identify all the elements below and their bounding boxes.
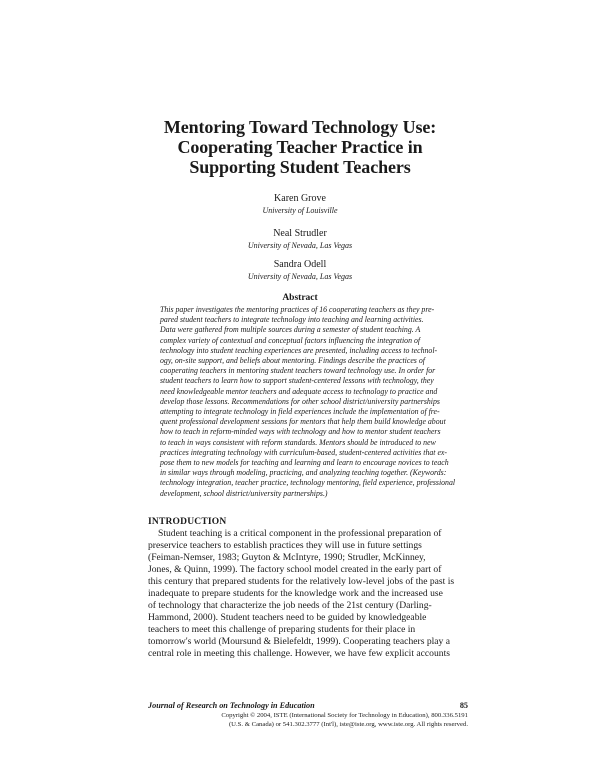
abstract-line: attempting to integrate technology in field experiences include the implementation of fre- [160, 407, 440, 417]
abstract-line: ogy, on-site support, and beliefs about mentoring. Findings describe the practices of [160, 356, 425, 366]
title-line-2: Cooperating Teacher Practice in [177, 137, 423, 157]
abstract-line: Data were gathered from multiple sources during a semester of student teaching. A [160, 325, 421, 335]
abstract-line: quent professional development sessions for mentors that help them build knowledge about [160, 417, 446, 427]
author-block-1 [150, 193, 450, 216]
author-affiliation: University of Louisville [262, 206, 338, 215]
body-line: teachers to meet this challenge of preparing students for their place in [148, 623, 416, 635]
abstract-line: complex variety of contextual and conceptual factors influencing the integration of [160, 335, 421, 345]
abstract-line: pose them to new models for teaching and learning and learn to encourage novices to teach [160, 458, 449, 468]
introduction-heading: INTRODUCTION [148, 517, 227, 527]
body-line: (Feiman-Nemser, 1983; Guyton & McIntyre, 1990; Strudler, McKinney, [148, 551, 426, 563]
body-line: of technology that characterize the job needs of the 21st century (Darling- [148, 599, 432, 611]
author-name: Neal Strudler [273, 228, 327, 239]
author-affiliation: University of Nevada, Las Vegas [247, 272, 353, 281]
author-affiliation: University of Nevada, Las Vegas [247, 241, 353, 250]
abstract-line: cooperating teachers in mentoring student teachers toward technology use. In order for [160, 366, 436, 376]
title-line-3: Supporting Student Teachers [189, 157, 411, 177]
abstract-line: technology integration, teacher practice, technology mentoring, field experience, professional [160, 478, 456, 488]
body-line: Hammond, 2000). Student teachers need to be guided by knowledgeable [148, 611, 427, 623]
body-line: tomorrow's world (Moursund & Bielefeldt, 1999). Cooperating teachers play a [148, 635, 450, 647]
body-line: preservice teachers to establish practices they will use in future settings [148, 539, 422, 551]
copyright-line-1: Copyright © 2004, ISTE (International Society for Technology in Education), 800.336.5191 [221, 712, 468, 719]
body-line: central role in meeting this challenge. However, we have few explicit accounts [148, 647, 450, 659]
abstract-line: technology into student teaching experiences are presented, including access to technol- [160, 345, 438, 355]
title-line-1: Mentoring Toward Technology Use: [163, 117, 437, 137]
author-block-2 [150, 228, 450, 251]
abstract-line: practices integrating technology with curriculum-based, student-centered activities that ex- [160, 447, 448, 457]
copyright-line-2: (U.S. & Canada) or 541.302.3777 (Int'l), iste@iste.org, www.iste.org. All rights reserved. [228, 721, 468, 729]
abstract-heading: Abstract [282, 293, 318, 303]
article-title [100, 117, 500, 177]
body-line: Jones, & Quinn, 1999). The factory school model created in the early part of [148, 563, 442, 575]
author-name: Karen Grove [274, 193, 326, 204]
page-number: 85 [459, 701, 468, 710]
abstract-line: pared student teachers to integrate technology into teaching and learning activities. [160, 315, 424, 325]
body-line: this century that prepared students for the relatively low-level jobs of the past is [148, 575, 455, 587]
body-line: Student teaching is a critical component in the professional preparation of [158, 528, 442, 539]
abstract-line: student teachers to learn how to support student-centered lessons with technology, they [160, 376, 434, 386]
abstract-line: how to teach in reform-minded ways with technology and how to mentor student teachers [160, 427, 441, 437]
author-name: Sandra Odell [273, 259, 327, 270]
body-line: inadequate to prepare students for the knowledge work and the increased use [148, 587, 443, 599]
abstract-line: to teach in ways consistent with reform standards. Mentors should be introduced to new [160, 437, 436, 447]
introduction-paragraph [148, 528, 468, 659]
author-block-3 [150, 259, 450, 282]
journal-name: Journal of Research on Technology in Education [148, 701, 315, 710]
abstract-line: develop those lessons. Recommendations for other school district/university partnerships [160, 396, 440, 406]
abstract-line: development, school district/university partnerships.) [160, 488, 328, 498]
abstract-line: in similar ways through modeling, practicing, and analyzing teaching together. (Keywords: [160, 468, 447, 478]
copyright-notice [221, 711, 468, 729]
abstract-text [160, 305, 464, 499]
abstract-line: need knowledgeable mentor teachers and adequate access to technology to practice and [160, 386, 438, 396]
abstract-line: This paper investigates the mentoring practices of 16 cooperating teachers as they pre- [160, 305, 435, 314]
